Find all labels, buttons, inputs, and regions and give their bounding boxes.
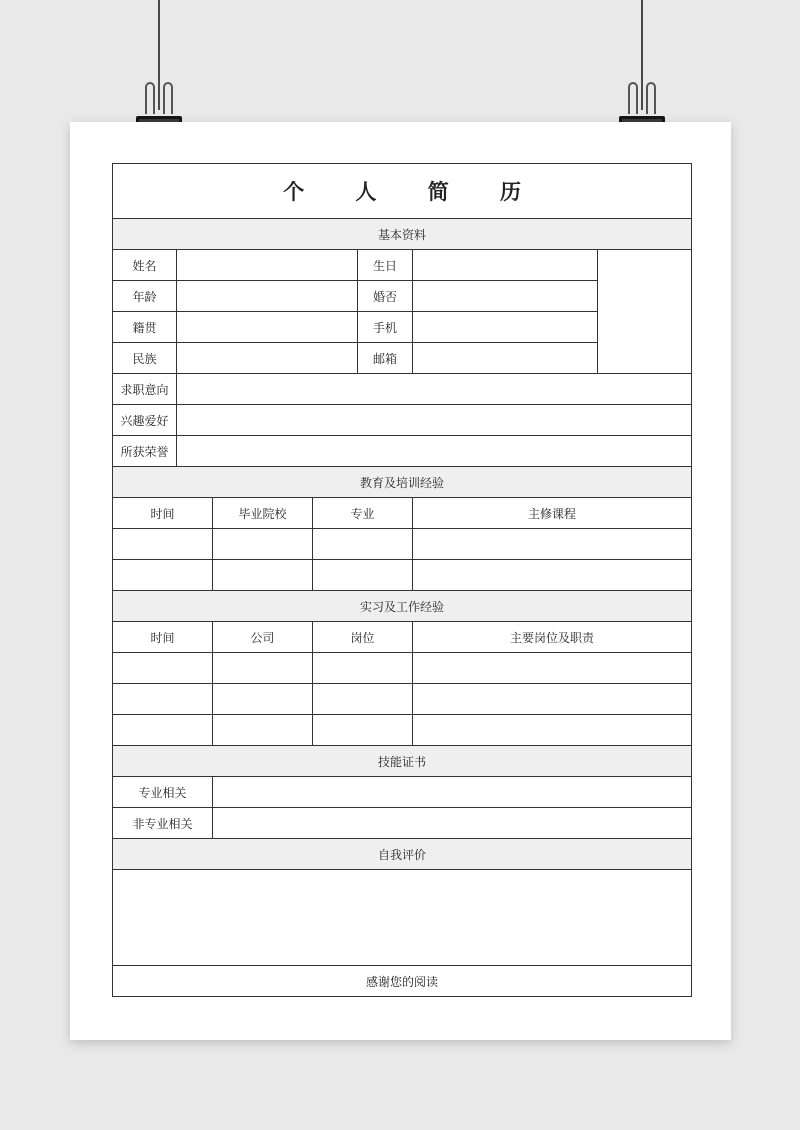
label-birthday: 生日 — [358, 250, 413, 281]
table-row — [113, 529, 692, 560]
edu-header-courses: 主修课程 — [413, 498, 692, 529]
section-education: 教育及培训经验 — [113, 467, 692, 498]
page-title: 个 人 简 历 — [113, 164, 692, 219]
edu-header-major: 专业 — [313, 498, 413, 529]
field-email[interactable] — [413, 343, 598, 374]
work-cell[interactable] — [113, 715, 213, 746]
edu-cell[interactable] — [113, 529, 213, 560]
label-email: 邮箱 — [358, 343, 413, 374]
field-other-skills[interactable] — [213, 808, 692, 839]
hanging-wire-right — [641, 0, 643, 110]
resume-table — [112, 163, 692, 997]
work-cell[interactable] — [313, 684, 413, 715]
field-professional-skills[interactable] — [213, 777, 692, 808]
edu-header-school: 毕业院校 — [213, 498, 313, 529]
section-skills: 技能证书 — [113, 746, 692, 777]
edu-header-time: 时间 — [113, 498, 213, 529]
field-ethnicity[interactable] — [177, 343, 358, 374]
field-job-intention[interactable] — [177, 374, 692, 405]
work-cell[interactable] — [213, 684, 313, 715]
work-header-time: 时间 — [113, 622, 213, 653]
resume-sheet — [70, 122, 731, 1040]
work-cell[interactable] — [413, 684, 692, 715]
section-self-evaluation: 自我评价 — [113, 839, 692, 870]
field-marital[interactable] — [413, 281, 598, 312]
work-cell[interactable] — [213, 653, 313, 684]
hanging-wire-left — [158, 0, 160, 110]
section-work: 实习及工作经验 — [113, 591, 692, 622]
label-honors: 所获荣誉 — [113, 436, 177, 467]
edu-cell[interactable] — [213, 560, 313, 591]
table-row — [113, 715, 692, 746]
label-marital: 婚否 — [358, 281, 413, 312]
table-row — [113, 653, 692, 684]
edu-cell[interactable] — [113, 560, 213, 591]
photo-box[interactable] — [598, 250, 692, 374]
field-honors[interactable] — [177, 436, 692, 467]
field-phone[interactable] — [413, 312, 598, 343]
label-professional-skills: 专业相关 — [113, 777, 213, 808]
work-header-company: 公司 — [213, 622, 313, 653]
field-native-place[interactable] — [177, 312, 358, 343]
label-name: 姓名 — [113, 250, 177, 281]
section-basic-info: 基本资料 — [113, 219, 692, 250]
work-cell[interactable] — [413, 715, 692, 746]
work-header-position: 岗位 — [313, 622, 413, 653]
table-row — [113, 684, 692, 715]
work-cell[interactable] — [413, 653, 692, 684]
edu-cell[interactable] — [313, 529, 413, 560]
table-row — [113, 560, 692, 591]
work-cell[interactable] — [113, 653, 213, 684]
edu-cell[interactable] — [213, 529, 313, 560]
field-self-evaluation[interactable] — [113, 870, 692, 966]
edu-cell[interactable] — [413, 529, 692, 560]
work-cell[interactable] — [313, 715, 413, 746]
work-cell[interactable] — [213, 715, 313, 746]
label-age: 年龄 — [113, 281, 177, 312]
label-ethnicity: 民族 — [113, 343, 177, 374]
label-native-place: 籍贯 — [113, 312, 177, 343]
edu-cell[interactable] — [413, 560, 692, 591]
label-hobbies: 兴趣爱好 — [113, 405, 177, 436]
label-phone: 手机 — [358, 312, 413, 343]
field-birthday[interactable] — [413, 250, 598, 281]
work-cell[interactable] — [313, 653, 413, 684]
edu-cell[interactable] — [313, 560, 413, 591]
work-cell[interactable] — [113, 684, 213, 715]
field-hobbies[interactable] — [177, 405, 692, 436]
work-header-duties: 主要岗位及职责 — [413, 622, 692, 653]
label-job-intention: 求职意向 — [113, 374, 177, 405]
label-other-skills: 非专业相关 — [113, 808, 213, 839]
field-age[interactable] — [177, 281, 358, 312]
field-name[interactable] — [177, 250, 358, 281]
footer-thanks: 感谢您的阅读 — [113, 966, 692, 997]
